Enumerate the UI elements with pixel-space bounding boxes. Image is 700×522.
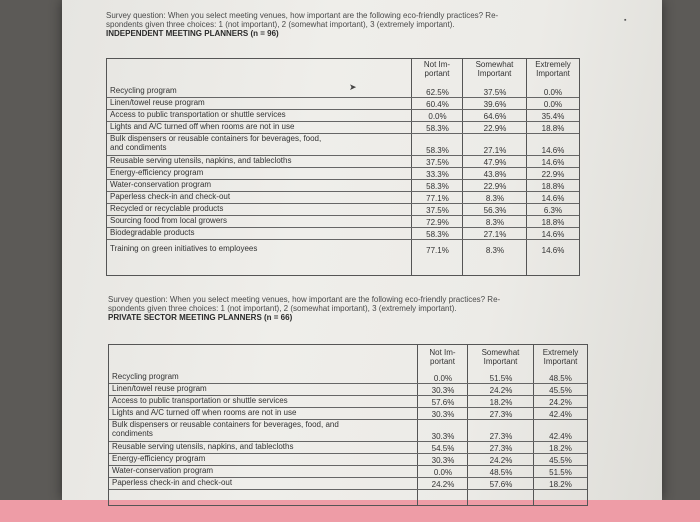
row-value: 27.3% [489, 410, 513, 419]
row-label: Sourcing food from local growers [110, 216, 227, 225]
row-value: 18.2% [549, 480, 572, 489]
survey1-question: Survey question: When you select meeting venues, how important are the following eco-friendly practices? Re- spondents given three choices: 1 (not important), 2 (somewhat important), 3 (extremely important). [106, 11, 499, 29]
survey1-rows [107, 86, 579, 255]
row-label: Bulk dispensers or reusable containers for beverages, food, and condiments [112, 420, 339, 438]
row-value: 0.0% [543, 88, 563, 97]
row-label: Biodegradable products [110, 228, 195, 237]
row-label: Water-conservation program [110, 180, 212, 189]
row-value: 35.4% [541, 112, 565, 121]
table-row [109, 420, 587, 442]
table-row [107, 156, 579, 168]
row-value: 58.3% [426, 182, 449, 191]
survey2-header [108, 295, 628, 322]
row-value: 58.3% [426, 124, 449, 133]
table-row [107, 98, 579, 110]
survey1-header-somewhat-important: Somewhat Important [475, 60, 514, 78]
row-label: Recycled or recyclable products [110, 204, 224, 213]
row-value: 6.3% [543, 206, 563, 215]
row-value: 30.3% [431, 456, 455, 465]
row-value: 37.5% [426, 158, 449, 167]
row-value: 0.0% [433, 468, 453, 477]
row-value: 64.6% [483, 112, 507, 121]
row-label: Energy-efficiency program [110, 168, 204, 177]
row-value: 27.1% [483, 230, 507, 239]
row-value: 39.6% [483, 100, 507, 109]
survey1-header [106, 11, 626, 38]
row-value: 14.6% [541, 194, 565, 203]
row-value: 27.3% [489, 444, 513, 453]
survey2-question: Survey question: When you select meeting venues, how important are the following eco-friendly practices? Re- spondents given three choices: 1 (not important), 2 (somewhat important), 3 (extremely important). [108, 295, 501, 313]
page-mark: ▪ [624, 17, 627, 24]
row-value: 43.8% [483, 170, 507, 179]
row-value: 27.3% [489, 432, 513, 441]
survey2-header-somewhat-important: Somewhat Important [481, 348, 520, 366]
row-label: Energy-efficiency program [112, 454, 206, 463]
row-label: Recycling program [110, 86, 177, 95]
row-value: 42.4% [549, 410, 572, 419]
row-value: 54.5% [431, 444, 455, 453]
row-value: 62.5% [426, 88, 449, 97]
table-row [109, 396, 587, 408]
row-value: 22.9% [483, 182, 507, 191]
table-row [107, 244, 579, 255]
row-value: 58.3% [426, 230, 449, 239]
row-value: 24.2% [431, 480, 455, 489]
row-value: 72.9% [426, 218, 449, 227]
row-value: 37.5% [483, 88, 507, 97]
row-value: 42.4% [549, 432, 572, 441]
row-value: 18.2% [549, 444, 572, 453]
row-value: 58.3% [426, 146, 449, 155]
row-value: 47.9% [483, 158, 507, 167]
row-label: Reusable serving utensils, napkins, and tablecloths [112, 442, 294, 451]
survey1-header-not-important: Not Im- portant [423, 60, 451, 78]
row-label: Recycling program [112, 372, 179, 381]
table-row [109, 466, 587, 478]
table-row [107, 168, 579, 180]
row-value: 57.6% [431, 398, 455, 407]
row-value: 8.3% [485, 218, 505, 227]
survey2-subtitle: PRIVATE SECTOR MEETING PLANNERS (n = 66) [108, 313, 293, 322]
table-row [109, 408, 587, 420]
row-label: Linen/towel reuse program [112, 384, 207, 393]
row-value: 14.6% [541, 158, 565, 167]
row-value: 60.4% [426, 100, 449, 109]
row-value: 14.6% [541, 146, 565, 155]
row-value: 57.6% [489, 480, 513, 489]
table-row [107, 192, 579, 204]
survey1-subtitle: INDEPENDENT MEETING PLANNERS (n = 96) [106, 29, 279, 38]
row-value: 24.2% [489, 456, 513, 465]
row-value: 0.0% [433, 374, 453, 383]
row-value: 45.5% [549, 456, 572, 465]
row-value: 77.1% [426, 246, 449, 255]
table-row [107, 180, 579, 192]
survey2-header-extremely-important: Extremely Important [542, 348, 579, 366]
row-label: Linen/towel reuse program [110, 98, 205, 107]
row-value: 24.2% [549, 398, 572, 407]
row-value: 0.0% [543, 100, 563, 109]
row-value: 18.8% [541, 218, 565, 227]
row-value: 22.9% [483, 124, 507, 133]
row-label: Lights and A/C turned off when rooms are not in use [110, 122, 295, 131]
table-row [107, 122, 579, 134]
row-value: 27.1% [483, 146, 507, 155]
row-value: 51.5% [489, 374, 513, 383]
table-row [107, 216, 579, 228]
row-value: 30.3% [431, 432, 455, 441]
table-row [107, 134, 579, 156]
row-value: 18.8% [541, 124, 565, 133]
row-value: 48.5% [489, 468, 513, 477]
row-value: 22.9% [541, 170, 565, 179]
row-label: Training on green initiatives to employees [110, 244, 258, 253]
row-value: 48.5% [549, 374, 572, 383]
row-value: 14.6% [541, 230, 565, 239]
row-label: Reusable serving utensils, napkins, and tablecloths [110, 156, 292, 165]
row-value: 0.0% [428, 112, 447, 121]
table-row [109, 372, 587, 384]
row-value: 14.6% [541, 246, 565, 255]
table-row [107, 204, 579, 216]
row-label: Paperless check-in and check-out [110, 192, 231, 201]
cursor-arrow-icon: ➤ [349, 82, 357, 92]
row-value: 30.3% [431, 410, 455, 419]
row-value: 37.5% [426, 206, 449, 215]
survey2-header-not-important: Not Im- portant [429, 348, 456, 366]
table-row [107, 86, 579, 98]
table-row [109, 454, 587, 466]
row-value: 45.5% [549, 386, 572, 395]
table-row [107, 110, 579, 122]
survey2-table [108, 344, 588, 506]
table-row [109, 384, 587, 396]
row-label: Access to public transportation or shuttle services [110, 110, 286, 119]
row-value: 24.2% [489, 386, 513, 395]
row-label: Paperless check-in and check-out [112, 478, 233, 487]
row-value: 18.8% [541, 182, 565, 191]
row-value: 77.1% [426, 194, 449, 203]
row-label: Bulk dispensers or reusable containers for beverages, food, and condiments [110, 134, 322, 152]
row-value: 18.2% [489, 398, 513, 407]
survey1-header-extremely-important: Extremely Important [535, 60, 571, 78]
row-value: 8.3% [485, 194, 505, 203]
table-row [107, 228, 579, 240]
survey2-rows [109, 372, 587, 490]
row-value: 8.3% [485, 246, 505, 255]
row-value: 56.3% [483, 206, 507, 215]
row-label: Water-conservation program [112, 466, 214, 475]
row-label: Lights and A/C turned off when rooms are not in use [112, 408, 297, 417]
row-label: Access to public transportation or shuttle services [112, 396, 288, 405]
table-row [109, 442, 587, 454]
table-row [109, 478, 587, 490]
row-value: 33.3% [426, 170, 449, 179]
row-value: 51.5% [549, 468, 572, 477]
survey1-table [106, 58, 580, 276]
row-value: 30.3% [431, 386, 455, 395]
